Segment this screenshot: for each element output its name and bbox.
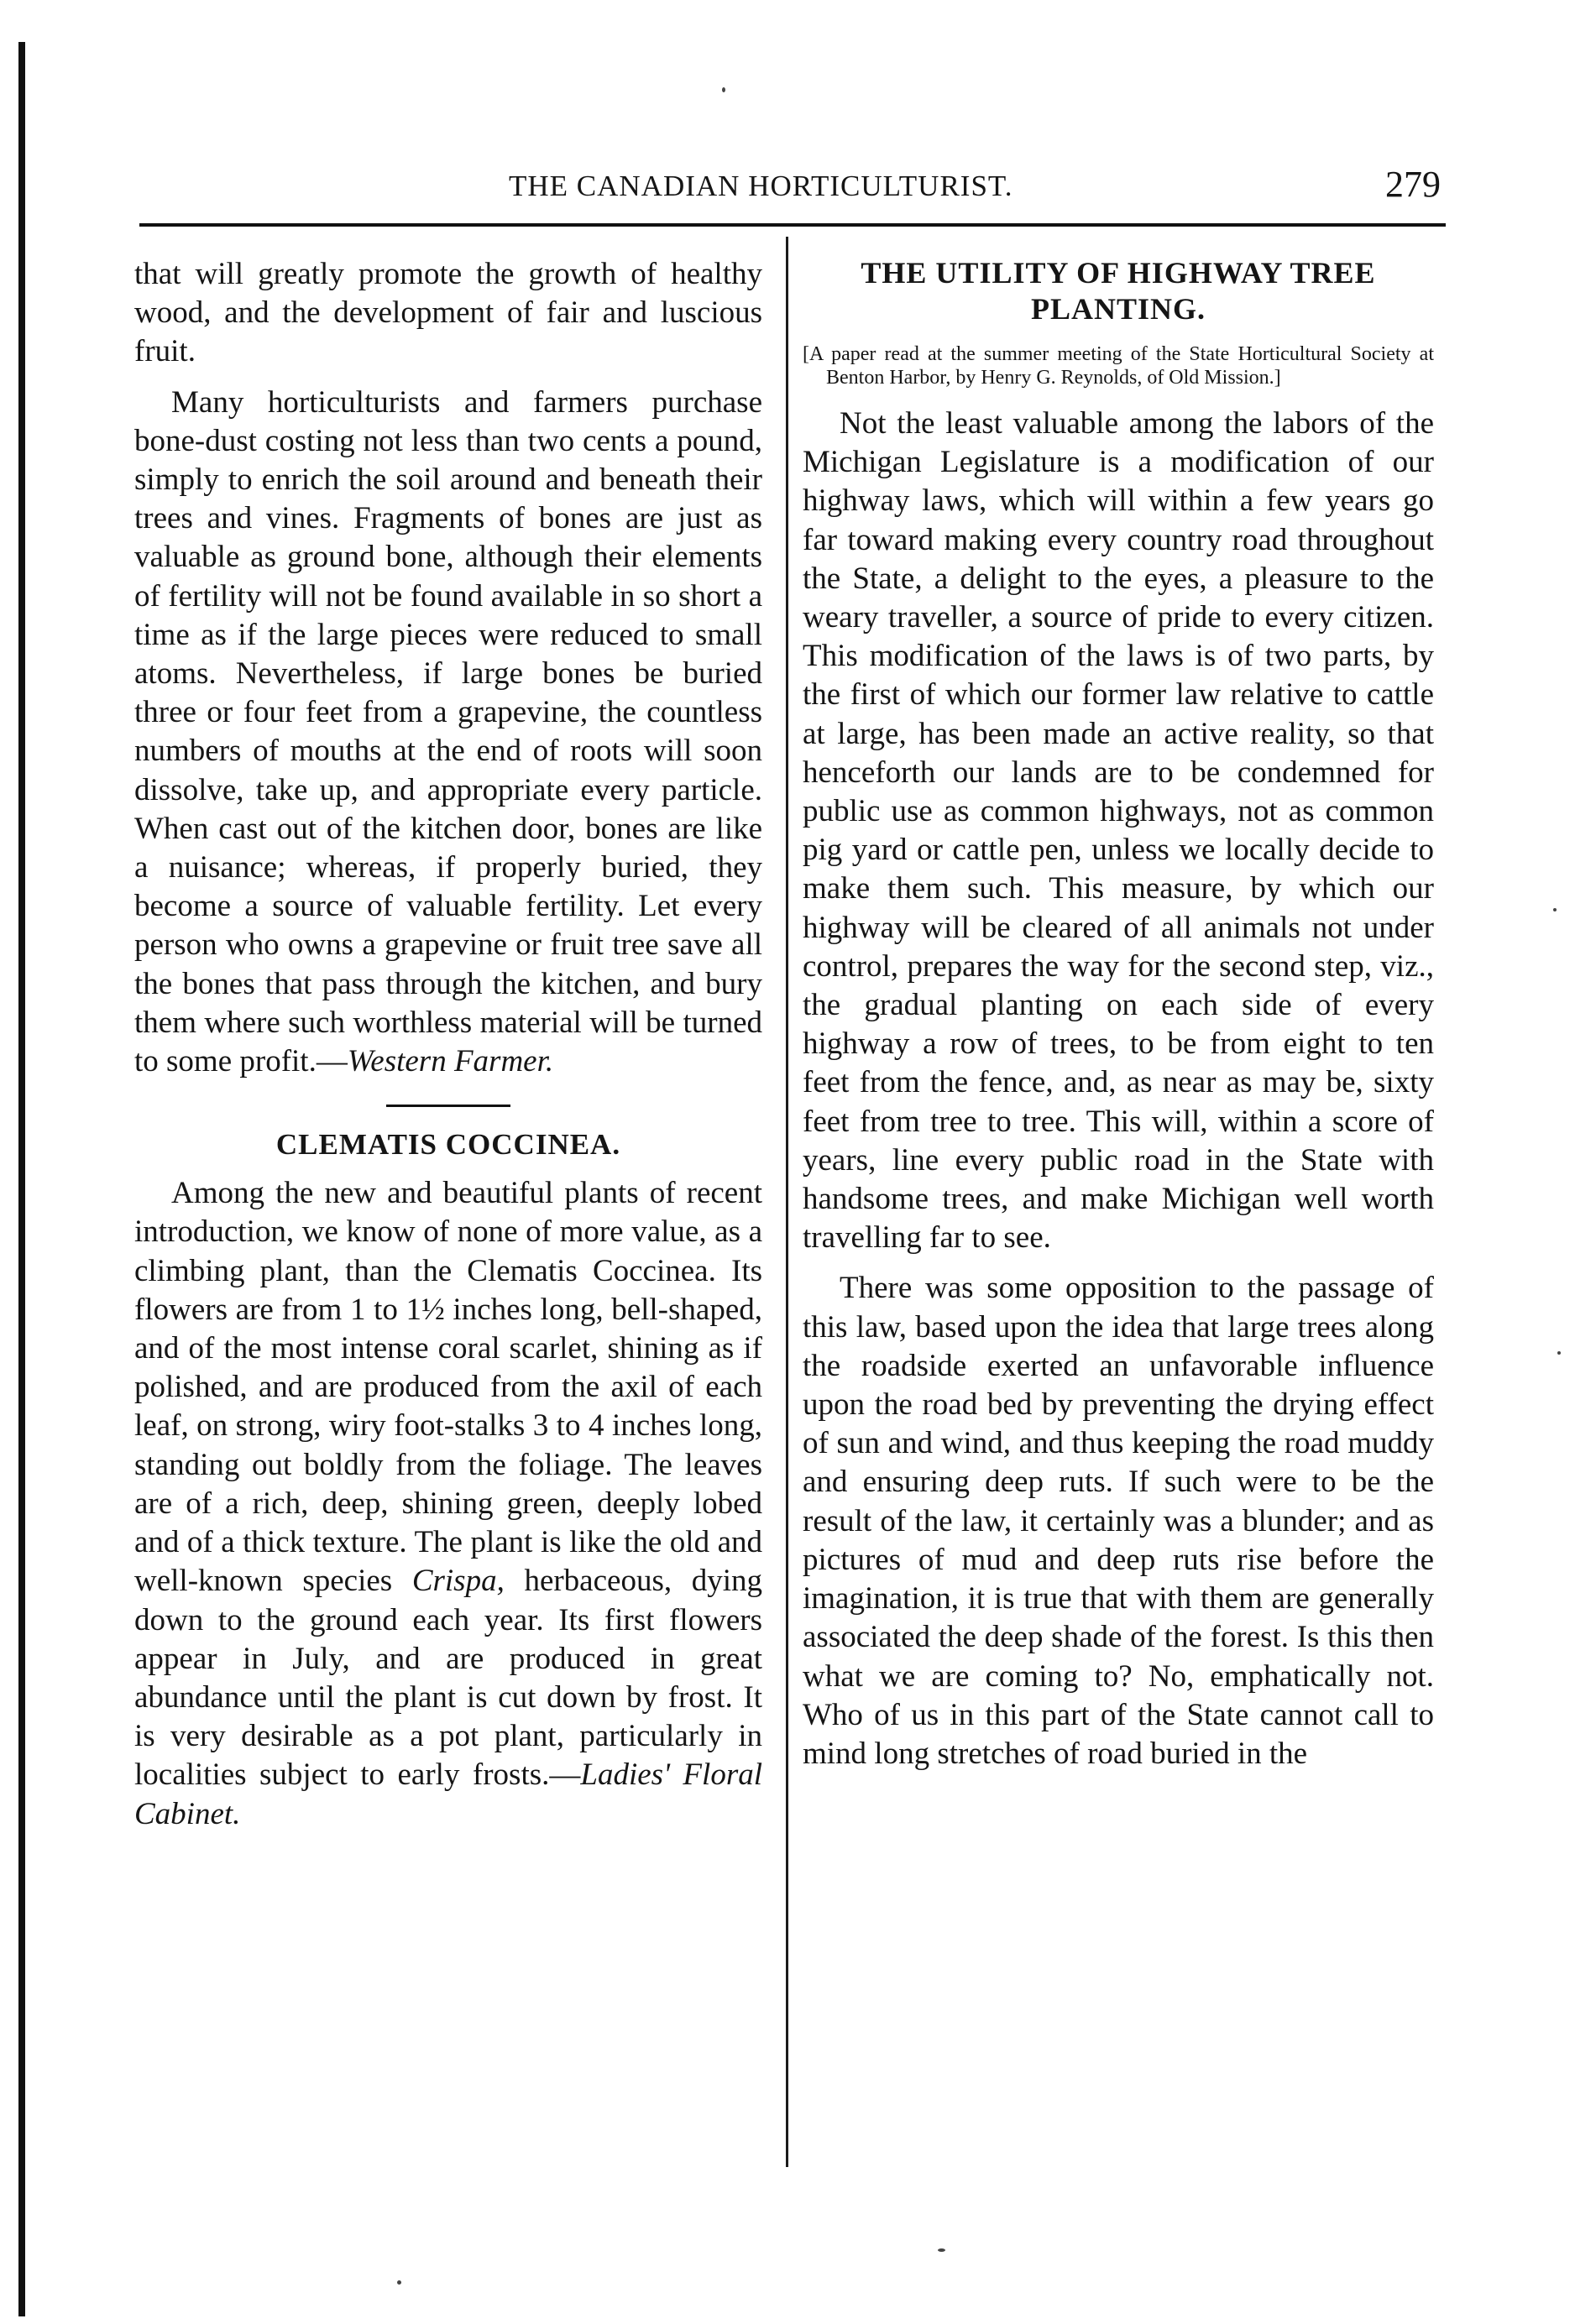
highway-tree-article-title: THE UTILITY OF HIGHWAY TREE PLANTING. (861, 256, 1376, 326)
running-title: THE CANADIAN HORTICULTURIST. (509, 170, 1013, 202)
clematis-text-part-2: herbaceous, dying down to the ground each year. Its first flowers appear in July, and are produced in great abundance until the plant is cut down by frost. It is very desirable as a pot plant, particularly in localities subject to early frosts.— (134, 1564, 762, 1793)
title-spacing (134, 1162, 762, 1174)
bone-dust-paragraph (134, 384, 762, 1082)
opposition-paragraph: There was some opposition to the passage of this law, based upon the idea that large trees along the roadside exerted an unfavorable influence upon the road bed by preventing the drying effect of sun and wind, and thus keeping the road muddy and ensuring deep ruts. If such were to be the result of the law, it certainly was a blunder; and as pictures of mud and deep ruts rise before the imagination, it is true that with them are generally associated the deep shade of the forest. Is this then what we are coming to? No, emphatically not. Who of us in this part of the State cannot call to mind long stretches of road buried in the (803, 1271, 1434, 1771)
ladies-floral-cabinet-source: Ladies' Floral Cabinet. (134, 1757, 762, 1831)
scan-speck (938, 2248, 945, 2252)
page-header (134, 163, 1444, 222)
left-binding-rule (18, 42, 25, 2316)
bone-dust-text: Many horticulturists and farmers purchase bone-dust costing not less than two cents a pound, simply to enrich the soil around and beneath their trees and vines. Fragments of bones are just as valuable as ground bone, although their elements of fertility will not be found available in so short a time as if the large pieces were reduced to small atoms. Nevertheless, if large bones be buried three or four feet from a grapevine, the countless numbers of mouths at the end of roots will soon dissolve, take up, and appropriate every particle. When cast out of the kitchen door, bones are like a nuisance; whereas, if properly buried, they become a source of valuable fertility. Let every person who owns a grapevine or fruit tree save all the bones that pass through the kitchen, and bury them where such worthless material will be turned to some profit.— (134, 384, 762, 1079)
left-column (134, 255, 762, 1834)
clematis-text-part-1: Among the new and beautiful plants of recent introduction, we know of none of more value, as a climbing plant, than the Clematis Coccinea. Its flowers are from 1 to 1½ inches long, bell-shaped, and of the most intense coral scarlet, shining as if polished, and are produced from the axil of each leaf, on strong, wiry foot-stalks 3 to 4 inches long, standing out boldly from the foliage. The leaves are of a rich, deep, shining green, deeply lobed and of a thick texture. The plant is like the old and well-known species (134, 1176, 762, 1599)
clematis-section-title: CLEMATIS COCCINEA. (275, 1128, 621, 1162)
article-headnote: [A paper read at the summer meeting of the State Horticultural Society at Benton Harbor, by Henry G. Reynolds, of Old Mission.] (803, 343, 1434, 389)
left-paragraph-continued: that will greatly promote the growth of healthy wood, and the development of fair and luscious fruit. (134, 257, 762, 369)
header-rule (139, 223, 1446, 227)
page-number: 279 (1385, 164, 1441, 205)
western-farmer-source: Western Farmer. (347, 1044, 554, 1079)
section-separator (386, 1105, 510, 1107)
species-name: Crispa, (411, 1564, 505, 1599)
highway-law-paragraph: Not the least valuable among the labors of the Michigan Legislature is a modification of our highway laws, which will within a few years go far toward making every country road throughout the State, a delight to the eyes, a pleasure to the weary traveller, a source of pride to every citizen. This modification of the laws is of two parts, by the first of which our former law relative to cattle at large, has been made an active reality, so that henceforth our lands are to be condemned for public use as common highways, not as common pig yard or cattle pen, unless we locally decide to make them such. This measure, by which our highway will be cleared of all animals not under control, prepares the way for the second step, viz., the gradual planting on each side of every highway a row of trees, to be from eight to ten feet from the fence, and, as near as may be, sixty feet from tree to tree. This will, within a score of years, line every public road in the State with handsome trees, and make Michigan well worth travelling far to see. (803, 406, 1434, 1256)
scan-speck (397, 2280, 401, 2285)
clematis-paragraph (134, 1174, 762, 1833)
scan-speck (1553, 908, 1557, 911)
right-column (803, 255, 1434, 1773)
scan-speck (1557, 1351, 1561, 1355)
scan-speck (722, 87, 725, 92)
column-divider (786, 237, 788, 2167)
